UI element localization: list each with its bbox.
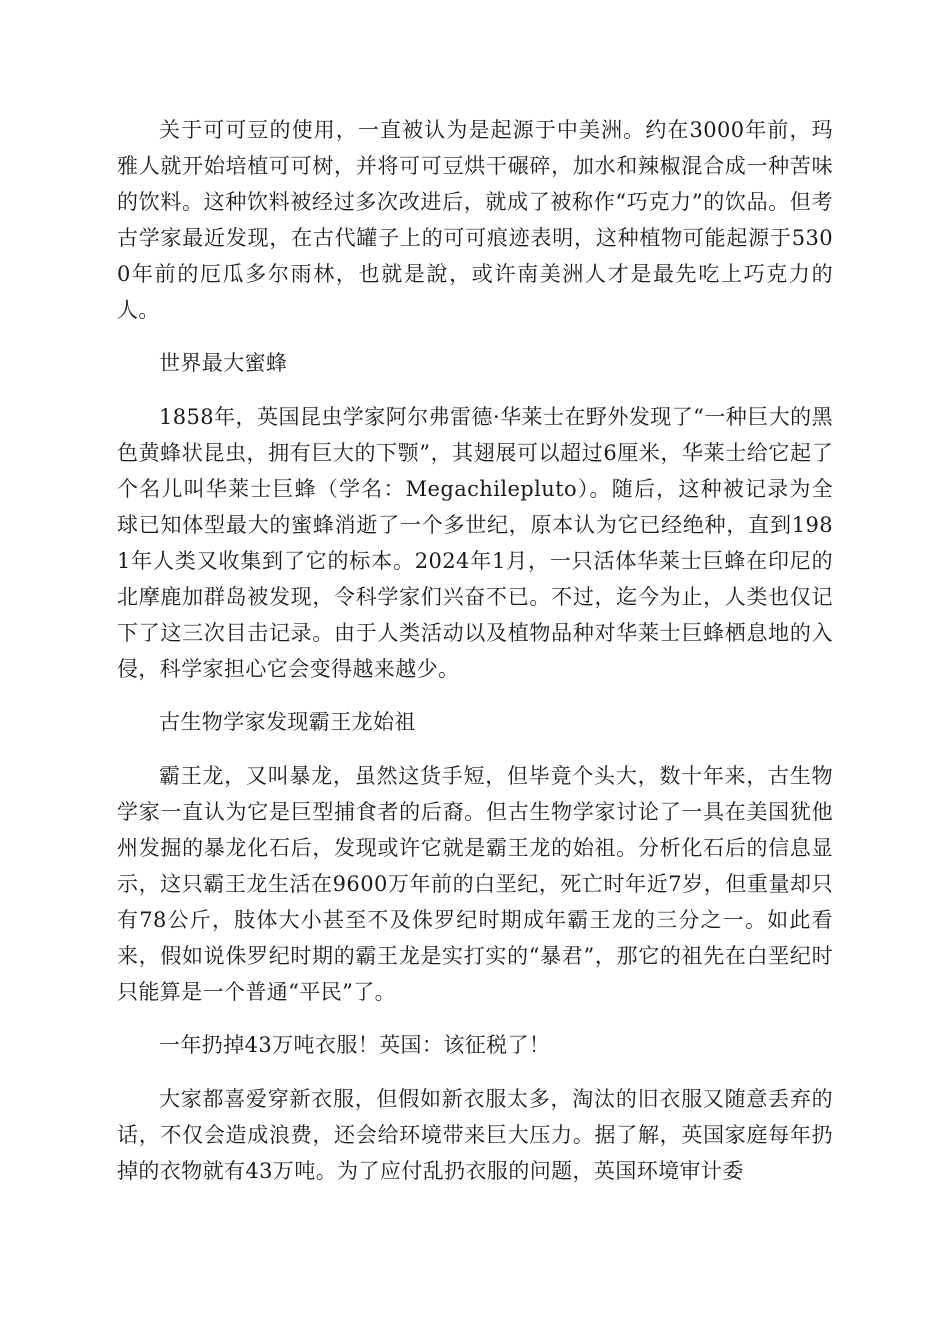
heading-clothing-tax: 一年扔掉43万吨衣服！英国：该征税了！ [159,1033,551,1057]
document-page [117,112,833,1189]
paragraph-cocoa-origin: 关于可可豆的使用，一直被认为是起源于中美洲。约在3000年前，玛雅人就开始培植可可树，并将可可豆烘干碾碎，加水和辣椒混合成一种苦味的饮料。这种饮料被经过多次改进后，就成了被称作“巧克力”的饮品。但考古学家最近发现，在古代罐子上的可可痕迹表明，这种植物可能起源于5300年前的厄瓜多尔雨林，也就是說，或许南美洲人才是最先吃上巧克力的人。 [117,118,833,322]
heading-largest-bee: 世界最大蜜蜂 [159,351,288,375]
paragraph-wallace-giant-bee: 1858年，英国昆虫学家阿尔弗雷德·华莱士在野外发现了“一种巨大的黑色黄蜂状昆虫，拥有巨大的下颚”，其翅展可以超过6厘米，华莱士给它起了个名儿叫华莱士巨蜂（学名：Megachilepluto）。随后，这种被记录为全球已知体型最大的蜜蜂消逝了一个多世纪，原本认为它已经绝种，直到1981年人类又收集到了它的标本。2024年1月，一只活体华莱士巨蜂在印尼的北摩鹿加群岛被发现，令科学家们兴奋不已。不过，迄今为止，人类也仅记下了这三次目击记录。由于人类活动以及植物品种对华莱士巨蜂栖息地的入侵，科学家担心它会变得越来越少。 [117,405,833,681]
heading-tyrannosaurus-ancestor: 古生物学家发现霸王龙始祖 [159,710,416,734]
paragraph-tyrannosaurus-ancestor: 霸王龙，又叫暴龙，虽然这货手短，但毕竟个头大，数十年来，古生物学家一直认为它是巨型捕食者的后裔。但古生物学家讨论了一具在美国犹他州发掘的暴龙化石后，发现或许它就是霸王龙的始祖。分析化石后的信息显示，这只霸王龙生活在9600万年前的白垩纪，死亡时年近7岁，但重量却只有78公斤，肢体大小甚至不及侏罗纪时期成年霸王龙的三分之一。如此看来，假如说侏罗纪时期的霸王龙是实打实的“暴君”，那它的祖先在白垩纪时只能算是一个普通“平民”了。 [117,764,833,1004]
paragraph-clothing-waste: 大家都喜爱穿新衣服，但假如新衣服太多，淘汰的旧衣服又随意丢弃的话，不仅会造成浪费，还会给环境带来巨大压力。据了解，英国家庭每年扔掉的衣物就有43万吨。为了应付乱扔衣服的问题，英国环境审计委 [117,1087,833,1183]
